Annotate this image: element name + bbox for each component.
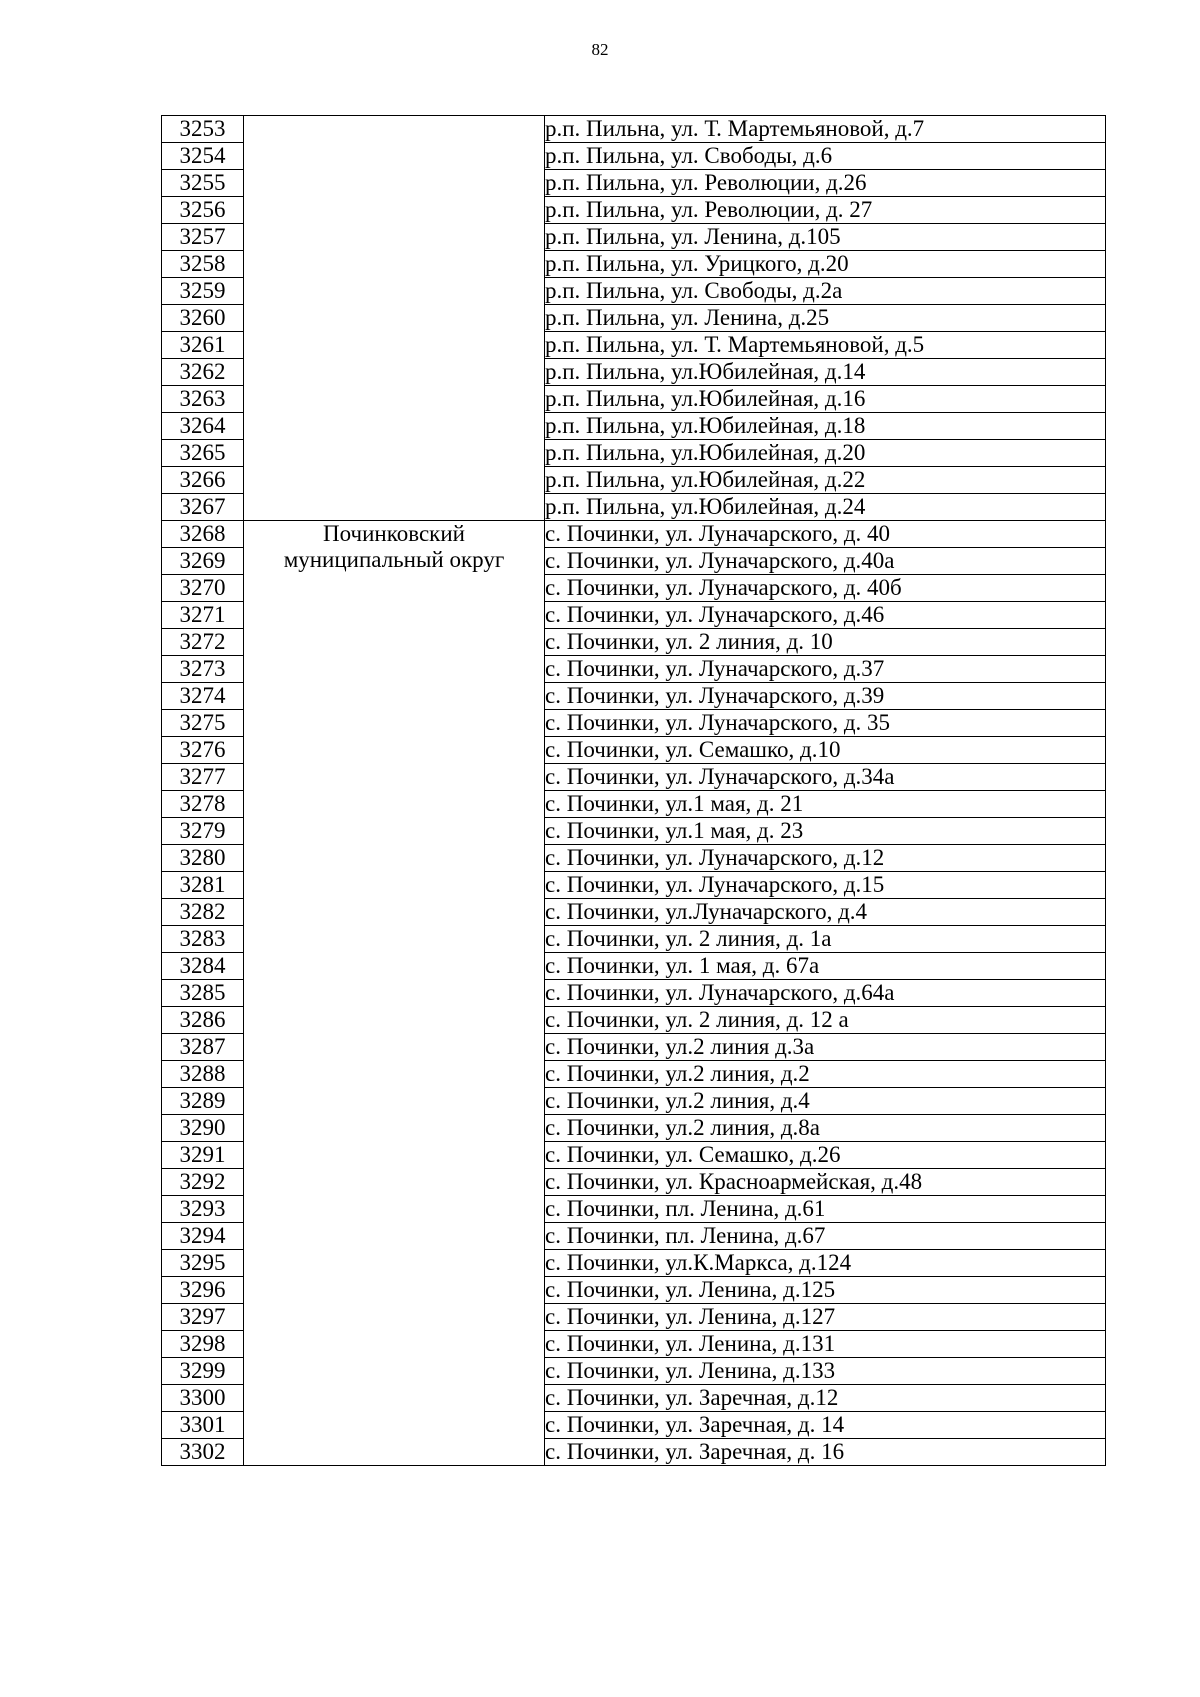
row-number: 3259 [162,278,244,305]
row-number: 3299 [162,1358,244,1385]
row-number: 3293 [162,1196,244,1223]
address-cell: с. Починки, ул.2 линия, д.8а [545,1115,1106,1142]
address-cell: с. Починки, ул. Луначарского, д.12 [545,845,1106,872]
row-number: 3253 [162,116,244,143]
row-number: 3274 [162,683,244,710]
address-cell: с. Починки, ул.2 линия д.3а [545,1034,1106,1061]
row-number: 3295 [162,1250,244,1277]
address-cell: с. Починки, ул. Заречная, д.12 [545,1385,1106,1412]
address-cell: с. Починки, ул.1 мая, д. 21 [545,791,1106,818]
address-cell: с. Починки, ул. Луначарского, д. 40 [545,521,1106,548]
row-number: 3260 [162,305,244,332]
row-number: 3296 [162,1277,244,1304]
row-number: 3256 [162,197,244,224]
row-number: 3254 [162,143,244,170]
row-number: 3265 [162,440,244,467]
address-cell: р.п. Пильна, ул.Юбилейная, д.14 [545,359,1106,386]
row-number: 3267 [162,494,244,521]
table-row [162,116,1106,143]
address-cell: с. Починки, пл. Ленина, д.67 [545,1223,1106,1250]
row-number: 3281 [162,872,244,899]
row-number: 3286 [162,1007,244,1034]
row-number: 3279 [162,818,244,845]
address-cell: с. Починки, ул. Луначарского, д.40а [545,548,1106,575]
address-cell: р.п. Пильна, ул. Т. Мартемьяновой, д.5 [545,332,1106,359]
row-number: 3282 [162,899,244,926]
address-cell: р.п. Пильна, ул. Свободы, д.2а [545,278,1106,305]
row-number: 3300 [162,1385,244,1412]
address-cell: с. Починки, ул. Луначарского, д.37 [545,656,1106,683]
row-number: 3294 [162,1223,244,1250]
address-cell: с. Починки, ул. Семашко, д.10 [545,737,1106,764]
address-cell: с. Починки, ул. 1 мая, д. 67а [545,953,1106,980]
address-table [161,115,1106,1466]
row-number: 3262 [162,359,244,386]
row-number: 3272 [162,629,244,656]
row-number: 3270 [162,575,244,602]
address-cell: с. Починки, ул. Луначарского, д.39 [545,683,1106,710]
address-cell: р.п. Пильна, ул. Урицкого, д.20 [545,251,1106,278]
address-cell: с. Починки, ул. Луначарского, д. 40б [545,575,1106,602]
row-number: 3290 [162,1115,244,1142]
row-number: 3302 [162,1439,244,1466]
address-cell: с. Починки, ул. Семашко, д.26 [545,1142,1106,1169]
row-number: 3276 [162,737,244,764]
row-number: 3298 [162,1331,244,1358]
row-number: 3292 [162,1169,244,1196]
address-cell: с. Починки, ул. 2 линия, д. 1а [545,926,1106,953]
row-number: 3297 [162,1304,244,1331]
row-number: 3301 [162,1412,244,1439]
address-cell: с. Починки, ул. Луначарского, д.64а [545,980,1106,1007]
address-cell: р.п. Пильна, ул.Юбилейная, д.16 [545,386,1106,413]
row-number: 3263 [162,386,244,413]
row-number: 3255 [162,170,244,197]
address-cell: с. Починки, ул. Заречная, д. 16 [545,1439,1106,1466]
row-number: 3280 [162,845,244,872]
address-cell: р.п. Пильна, ул. Ленина, д.25 [545,305,1106,332]
address-cell: р.п. Пильна, ул. Ленина, д.105 [545,224,1106,251]
table-row [162,521,1106,548]
row-number: 3266 [162,467,244,494]
address-cell: с. Починки, ул. Ленина, д.131 [545,1331,1106,1358]
row-number: 3285 [162,980,244,1007]
address-cell: с. Починки, ул. Ленина, д.125 [545,1277,1106,1304]
address-cell: с. Починки, ул. Заречная, д. 14 [545,1412,1106,1439]
address-cell: с. Починки, ул.2 линия, д.2 [545,1061,1106,1088]
address-cell: с. Починки, пл. Ленина, д.61 [545,1196,1106,1223]
address-cell: с. Починки, ул.2 линия, д.4 [545,1088,1106,1115]
address-cell: с. Починки, ул.1 мая, д. 23 [545,818,1106,845]
row-number: 3291 [162,1142,244,1169]
row-number: 3258 [162,251,244,278]
row-number: 3257 [162,224,244,251]
address-cell: р.п. Пильна, ул.Юбилейная, д.22 [545,467,1106,494]
row-number: 3268 [162,521,244,548]
address-cell: р.п. Пильна, ул.Юбилейная, д.20 [545,440,1106,467]
address-cell: с. Починки, ул. Луначарского, д.34а [545,764,1106,791]
address-cell: с. Починки, ул.К.Маркса, д.124 [545,1250,1106,1277]
address-cell: с. Починки, ул. Красноармейская, д.48 [545,1169,1106,1196]
row-number: 3273 [162,656,244,683]
address-cell: с. Починки, ул. Луначарского, д.46 [545,602,1106,629]
address-cell: р.п. Пильна, ул. Революции, д. 27 [545,197,1106,224]
row-number: 3275 [162,710,244,737]
district-name: Починковский муниципальный округ [244,521,545,1466]
district-name [244,116,545,521]
address-cell: с. Починки, ул. Луначарского, д. 35 [545,710,1106,737]
row-number: 3287 [162,1034,244,1061]
address-table-body [162,116,1106,1466]
row-number: 3288 [162,1061,244,1088]
page-number: 82 [591,40,609,59]
address-cell: с. Починки, ул. Ленина, д.133 [545,1358,1106,1385]
row-number: 3289 [162,1088,244,1115]
row-number: 3283 [162,926,244,953]
address-cell: с. Починки, ул. 2 линия, д. 10 [545,629,1106,656]
address-cell: р.п. Пильна, ул. Свободы, д.6 [545,143,1106,170]
address-cell: р.п. Пильна, ул. Т. Мартемьяновой, д.7 [545,116,1106,143]
row-number: 3277 [162,764,244,791]
row-number: 3278 [162,791,244,818]
address-cell: р.п. Пильна, ул. Революции, д.26 [545,170,1106,197]
address-cell: р.п. Пильна, ул.Юбилейная, д.24 [545,494,1106,521]
row-number: 3271 [162,602,244,629]
address-cell: с. Починки, ул.Луначарского, д.4 [545,899,1106,926]
address-cell: с. Починки, ул. 2 линия, д. 12 а [545,1007,1106,1034]
row-number: 3264 [162,413,244,440]
address-cell: р.п. Пильна, ул.Юбилейная, д.18 [545,413,1106,440]
row-number: 3269 [162,548,244,575]
row-number: 3284 [162,953,244,980]
address-cell: с. Починки, ул. Луначарского, д.15 [545,872,1106,899]
address-cell: с. Починки, ул. Ленина, д.127 [545,1304,1106,1331]
row-number: 3261 [162,332,244,359]
